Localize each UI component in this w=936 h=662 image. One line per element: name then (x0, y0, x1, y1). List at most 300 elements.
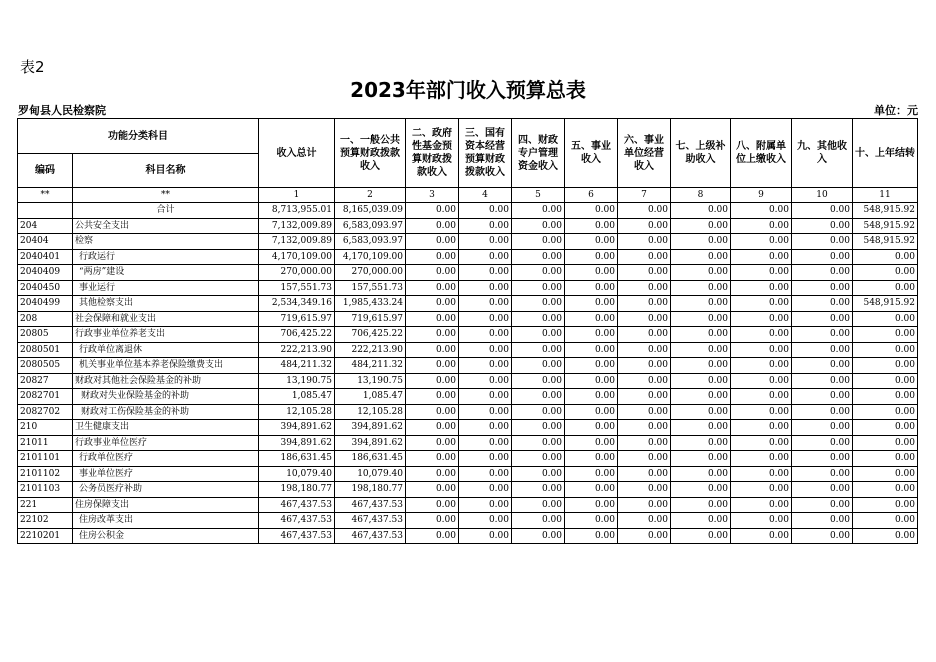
table-row (18, 296, 918, 312)
row-code: 2040401 (18, 249, 73, 265)
row-name: 住房公积金 (73, 528, 259, 544)
table-row (18, 342, 918, 358)
row-value: 394,891.62 (335, 435, 406, 451)
row-value: 0.00 (406, 373, 459, 389)
row-value: 0.00 (565, 404, 618, 420)
function-category-header: 功能分类科目 (18, 119, 259, 154)
row-code: 20827 (18, 373, 73, 389)
other-income-header: 九、其他收入 (792, 119, 853, 188)
row-value: 0.00 (731, 265, 792, 281)
row-value: 0.00 (459, 404, 512, 420)
row-value: 10,079.40 (335, 466, 406, 482)
row-value: 6,583,093.97 (335, 234, 406, 250)
row-value: 7,132,009.89 (259, 234, 335, 250)
row-value: 0.00 (565, 311, 618, 327)
total-value: 0.00 (731, 203, 792, 219)
page-title: 2023年部门收入预算总表 (350, 78, 586, 102)
row-value: 719,615.97 (335, 311, 406, 327)
total-value: 0.00 (406, 203, 459, 219)
row-value: 0.00 (618, 218, 671, 234)
row-value: 0.00 (792, 373, 853, 389)
total-value: 0.00 (792, 203, 853, 219)
table-row (18, 280, 918, 296)
row-value: 0.00 (618, 435, 671, 451)
row-value: 0.00 (731, 234, 792, 250)
row-value: 0.00 (792, 311, 853, 327)
row-code: 2080501 (18, 342, 73, 358)
row-value: 0.00 (731, 404, 792, 420)
row-name: 事业运行 (73, 280, 259, 296)
row-value: 0.00 (618, 513, 671, 529)
row-code: 2210201 (18, 528, 73, 544)
row-value: 0.00 (671, 435, 731, 451)
row-code: 20404 (18, 234, 73, 250)
table-row (18, 451, 918, 467)
row-value: 0.00 (512, 280, 565, 296)
row-value: 0.00 (671, 528, 731, 544)
row-value: 0.00 (459, 342, 512, 358)
row-value: 0.00 (406, 404, 459, 420)
row-value: 484,211.32 (335, 358, 406, 374)
row-value: 719,615.97 (259, 311, 335, 327)
row-value: 0.00 (459, 296, 512, 312)
row-value: 0.00 (731, 435, 792, 451)
row-value: 0.00 (459, 265, 512, 281)
row-value: 0.00 (853, 435, 918, 451)
row-value: 0.00 (671, 373, 731, 389)
code-header: 编码 (18, 154, 73, 188)
row-value: 0.00 (406, 420, 459, 436)
row-code: 2082702 (18, 404, 73, 420)
row-value: 222,213.90 (259, 342, 335, 358)
table-row (18, 435, 918, 451)
index-cell: 8 (671, 188, 731, 203)
row-value: 0.00 (853, 404, 918, 420)
name-header: 科目名称 (73, 154, 259, 188)
row-value: 0.00 (792, 513, 853, 529)
row-value: 0.00 (512, 466, 565, 482)
total-value: 0.00 (512, 203, 565, 219)
row-code: 2040450 (18, 280, 73, 296)
row-value: 0.00 (406, 435, 459, 451)
total-value: 548,915.92 (853, 203, 918, 219)
row-value: 467,437.53 (335, 497, 406, 513)
row-value: 0.00 (853, 358, 918, 374)
row-value: 0.00 (792, 528, 853, 544)
row-value: 0.00 (512, 404, 565, 420)
business-income-header: 五、事业收入 (565, 119, 618, 188)
row-value: 0.00 (671, 327, 731, 343)
row-value: 0.00 (565, 513, 618, 529)
total-code-cell (18, 203, 73, 219)
organization-name: 罗甸县人民检察院 (18, 104, 106, 117)
row-value: 0.00 (731, 420, 792, 436)
row-value: 0.00 (512, 265, 565, 281)
row-value: 484,211.32 (259, 358, 335, 374)
row-value: 0.00 (731, 280, 792, 296)
row-value: 0.00 (792, 482, 853, 498)
row-code: 221 (18, 497, 73, 513)
row-value: 0.00 (792, 435, 853, 451)
row-value: 0.00 (792, 358, 853, 374)
row-value: 0.00 (565, 249, 618, 265)
row-name: 住房保障支出 (73, 497, 259, 513)
row-value: 0.00 (459, 249, 512, 265)
row-value: 0.00 (459, 513, 512, 529)
table-row (18, 234, 918, 250)
row-value: 467,437.53 (259, 497, 335, 513)
row-value: 0.00 (565, 234, 618, 250)
row-value: 12,105.28 (259, 404, 335, 420)
total-row (18, 203, 918, 219)
row-value: 0.00 (406, 218, 459, 234)
index-cell: 11 (853, 188, 918, 203)
row-code: 2101102 (18, 466, 73, 482)
row-value: 0.00 (731, 513, 792, 529)
row-value: 0.00 (731, 249, 792, 265)
row-value: 0.00 (618, 296, 671, 312)
row-value: 0.00 (671, 451, 731, 467)
row-name: 机关事业单位基本养老保险缴费支出 (73, 358, 259, 374)
row-value: 6,583,093.97 (335, 218, 406, 234)
row-value: 10,079.40 (259, 466, 335, 482)
row-value: 0.00 (512, 497, 565, 513)
row-value: 0.00 (459, 451, 512, 467)
row-value: 0.00 (459, 482, 512, 498)
row-value: 0.00 (671, 482, 731, 498)
total-value: 0.00 (618, 203, 671, 219)
row-value: 0.00 (406, 249, 459, 265)
row-value: 198,180.77 (335, 482, 406, 498)
row-value: 0.00 (618, 389, 671, 405)
row-value: 0.00 (853, 342, 918, 358)
row-value: 0.00 (406, 513, 459, 529)
row-value: 0.00 (406, 389, 459, 405)
row-name: 事业单位医疗 (73, 466, 259, 482)
row-value: 0.00 (512, 218, 565, 234)
row-value: 1,085.47 (259, 389, 335, 405)
row-code: 208 (18, 311, 73, 327)
table-row (18, 513, 918, 529)
row-value: 0.00 (618, 234, 671, 250)
row-value: 0.00 (618, 280, 671, 296)
row-value: 0.00 (671, 466, 731, 482)
row-value: 0.00 (512, 513, 565, 529)
total-value: 0.00 (671, 203, 731, 219)
row-code: 22102 (18, 513, 73, 529)
row-value: 157,551.73 (259, 280, 335, 296)
row-value: 0.00 (565, 342, 618, 358)
row-value: 0.00 (459, 358, 512, 374)
row-value: 0.00 (792, 234, 853, 250)
row-value: 0.00 (618, 265, 671, 281)
table-label: 表2 (20, 58, 45, 76)
row-value: 0.00 (512, 311, 565, 327)
row-value: 0.00 (459, 373, 512, 389)
row-value: 0.00 (406, 497, 459, 513)
row-value: 0.00 (512, 373, 565, 389)
row-value: 0.00 (618, 482, 671, 498)
row-value: 548,915.92 (853, 234, 918, 250)
row-code: 2080505 (18, 358, 73, 374)
row-value: 0.00 (792, 342, 853, 358)
row-value: 1,085.47 (335, 389, 406, 405)
row-value: 0.00 (565, 327, 618, 343)
row-name: 公务员医疗补助 (73, 482, 259, 498)
row-code: 21011 (18, 435, 73, 451)
row-value: 0.00 (853, 327, 918, 343)
table-row (18, 249, 918, 265)
row-value: 0.00 (853, 528, 918, 544)
row-value: 0.00 (565, 435, 618, 451)
index-cell: 4 (459, 188, 512, 203)
table-row (18, 327, 918, 343)
row-value: 0.00 (406, 265, 459, 281)
row-value: 0.00 (671, 234, 731, 250)
row-name: 其他检察支出 (73, 296, 259, 312)
row-value: 0.00 (512, 327, 565, 343)
row-value: 0.00 (459, 420, 512, 436)
row-value: 0.00 (792, 451, 853, 467)
table-row (18, 311, 918, 327)
row-value: 0.00 (565, 497, 618, 513)
row-value: 0.00 (792, 249, 853, 265)
row-value: 467,437.53 (259, 528, 335, 544)
row-value: 0.00 (731, 482, 792, 498)
row-value: 0.00 (618, 358, 671, 374)
row-value: 0.00 (853, 451, 918, 467)
row-value: 0.00 (565, 296, 618, 312)
row-value: 0.00 (731, 466, 792, 482)
row-value: 0.00 (671, 296, 731, 312)
index-cell: 6 (565, 188, 618, 203)
row-value: 270,000.00 (259, 265, 335, 281)
row-value: 270,000.00 (335, 265, 406, 281)
table-row (18, 389, 918, 405)
row-value: 0.00 (565, 218, 618, 234)
index-cell: 7 (618, 188, 671, 203)
row-value: 0.00 (731, 358, 792, 374)
row-value: 0.00 (731, 311, 792, 327)
row-name: 行政运行 (73, 249, 259, 265)
special-account-header: 四、财政专户管理资金收入 (512, 119, 565, 188)
row-code: 20805 (18, 327, 73, 343)
row-value: 0.00 (853, 249, 918, 265)
row-name: 卫生健康支出 (73, 420, 259, 436)
row-name: 行政事业单位养老支出 (73, 327, 259, 343)
total-label: 合计 (73, 203, 259, 219)
row-value: 0.00 (853, 497, 918, 513)
row-code: 210 (18, 420, 73, 436)
row-value: 0.00 (512, 358, 565, 374)
general-budget-header: 一、一般公共预算财政拨款收入 (335, 119, 406, 188)
row-value: 0.00 (512, 482, 565, 498)
row-value: 222,213.90 (335, 342, 406, 358)
row-value: 198,180.77 (259, 482, 335, 498)
row-code: 2101103 (18, 482, 73, 498)
row-value: 0.00 (853, 389, 918, 405)
total-value: 8,165,039.09 (335, 203, 406, 219)
row-value: 0.00 (792, 389, 853, 405)
index-cell: 2 (335, 188, 406, 203)
row-name: 检察 (73, 234, 259, 250)
row-value: 13,190.75 (335, 373, 406, 389)
row-value: 0.00 (792, 296, 853, 312)
row-value: 0.00 (671, 311, 731, 327)
row-value: 394,891.62 (259, 420, 335, 436)
row-value: 0.00 (459, 311, 512, 327)
row-value: 0.00 (731, 373, 792, 389)
row-value: 0.00 (792, 404, 853, 420)
index-row (18, 188, 918, 203)
row-value: 4,170,109.00 (259, 249, 335, 265)
row-value: 0.00 (792, 265, 853, 281)
row-value: 2,534,349.16 (259, 296, 335, 312)
row-code: 2040409 (18, 265, 73, 281)
row-value: 0.00 (853, 420, 918, 436)
table-row (18, 420, 918, 436)
row-value: 0.00 (459, 280, 512, 296)
row-value: 0.00 (671, 280, 731, 296)
row-name: 公共安全支出 (73, 218, 259, 234)
row-value: 7,132,009.89 (259, 218, 335, 234)
row-value: 0.00 (459, 528, 512, 544)
row-value: 0.00 (853, 311, 918, 327)
row-value: 467,437.53 (335, 528, 406, 544)
row-value: 0.00 (565, 482, 618, 498)
row-value: 467,437.53 (259, 513, 335, 529)
row-value: 1,985,433.24 (335, 296, 406, 312)
row-value: 0.00 (792, 420, 853, 436)
row-value: 0.00 (565, 373, 618, 389)
row-value: 394,891.62 (259, 435, 335, 451)
row-value: 0.00 (731, 528, 792, 544)
total-value: 0.00 (459, 203, 512, 219)
row-code: 2040499 (18, 296, 73, 312)
row-value: 0.00 (731, 342, 792, 358)
row-value: 0.00 (618, 249, 671, 265)
row-value: 0.00 (731, 218, 792, 234)
budget-table (17, 118, 918, 544)
row-value: 394,891.62 (335, 420, 406, 436)
row-value: 0.00 (618, 373, 671, 389)
row-value: 0.00 (792, 466, 853, 482)
row-value: 0.00 (671, 249, 731, 265)
row-value: 0.00 (406, 342, 459, 358)
row-value: 0.00 (459, 234, 512, 250)
row-value: 0.00 (459, 218, 512, 234)
row-value: 0.00 (671, 404, 731, 420)
row-value: 0.00 (406, 280, 459, 296)
row-value: 186,631.45 (259, 451, 335, 467)
row-value: 0.00 (406, 311, 459, 327)
row-value: 0.00 (512, 296, 565, 312)
state-capital-header: 三、国有资本经营预算财政拨款收入 (459, 119, 512, 188)
table-row (18, 404, 918, 420)
carryover-header: 十、上年结转 (853, 119, 918, 188)
table-row (18, 358, 918, 374)
row-name: 行政单位离退休 (73, 342, 259, 358)
row-value: 0.00 (512, 234, 565, 250)
table-row (18, 218, 918, 234)
row-name: 行政单位医疗 (73, 451, 259, 467)
row-value: 0.00 (618, 404, 671, 420)
row-value: 0.00 (406, 358, 459, 374)
row-value: 0.00 (671, 497, 731, 513)
row-value: 0.00 (565, 420, 618, 436)
row-value: 0.00 (731, 327, 792, 343)
table-row (18, 528, 918, 544)
row-value: 0.00 (459, 497, 512, 513)
row-value: 0.00 (565, 265, 618, 281)
row-value: 13,190.75 (259, 373, 335, 389)
index-cell: 1 (259, 188, 335, 203)
unit-label: 单位：元 (874, 104, 918, 117)
row-value: 0.00 (565, 466, 618, 482)
row-value: 0.00 (512, 451, 565, 467)
row-value: 0.00 (565, 358, 618, 374)
row-value: 0.00 (671, 358, 731, 374)
row-value: 0.00 (512, 420, 565, 436)
index-cell: ** (18, 188, 73, 203)
row-value: 0.00 (792, 497, 853, 513)
row-value: 0.00 (618, 451, 671, 467)
row-value: 0.00 (459, 466, 512, 482)
row-value: 157,551.73 (335, 280, 406, 296)
total-value: 8,713,955.01 (259, 203, 335, 219)
row-code: 2101101 (18, 451, 73, 467)
index-cell: ** (73, 188, 259, 203)
row-value: 0.00 (853, 280, 918, 296)
index-cell: 3 (406, 188, 459, 203)
row-value: 0.00 (459, 327, 512, 343)
row-value: 0.00 (731, 451, 792, 467)
row-value: 0.00 (406, 296, 459, 312)
row-value: 0.00 (459, 435, 512, 451)
row-value: 0.00 (853, 373, 918, 389)
row-value: 0.00 (512, 389, 565, 405)
row-value: 0.00 (565, 280, 618, 296)
table-row (18, 466, 918, 482)
row-value: 0.00 (406, 528, 459, 544)
row-value: 0.00 (406, 327, 459, 343)
row-value: 0.00 (459, 389, 512, 405)
row-value: 0.00 (406, 234, 459, 250)
row-value: 186,631.45 (335, 451, 406, 467)
table-row (18, 373, 918, 389)
row-value: 0.00 (671, 265, 731, 281)
row-code: 2082701 (18, 389, 73, 405)
row-name: 财政对工伤保险基金的补助 (73, 404, 259, 420)
row-value: 0.00 (618, 466, 671, 482)
table-row (18, 482, 918, 498)
row-value: 0.00 (565, 451, 618, 467)
row-name: 行政事业单位医疗 (73, 435, 259, 451)
index-cell: 10 (792, 188, 853, 203)
row-name: 住房改革支出 (73, 513, 259, 529)
row-code: 204 (18, 218, 73, 234)
affiliated-remit-header: 八、附属单位上缴收入 (731, 119, 792, 188)
index-cell: 5 (512, 188, 565, 203)
row-value: 0.00 (853, 265, 918, 281)
row-value: 0.00 (671, 389, 731, 405)
row-value: 0.00 (618, 342, 671, 358)
row-value: 0.00 (618, 497, 671, 513)
row-name: 财政对其他社会保险基金的补助 (73, 373, 259, 389)
gov-fund-header: 二、政府性基金预算财政拨款收入 (406, 119, 459, 188)
row-value: 0.00 (406, 466, 459, 482)
row-value: 0.00 (671, 218, 731, 234)
